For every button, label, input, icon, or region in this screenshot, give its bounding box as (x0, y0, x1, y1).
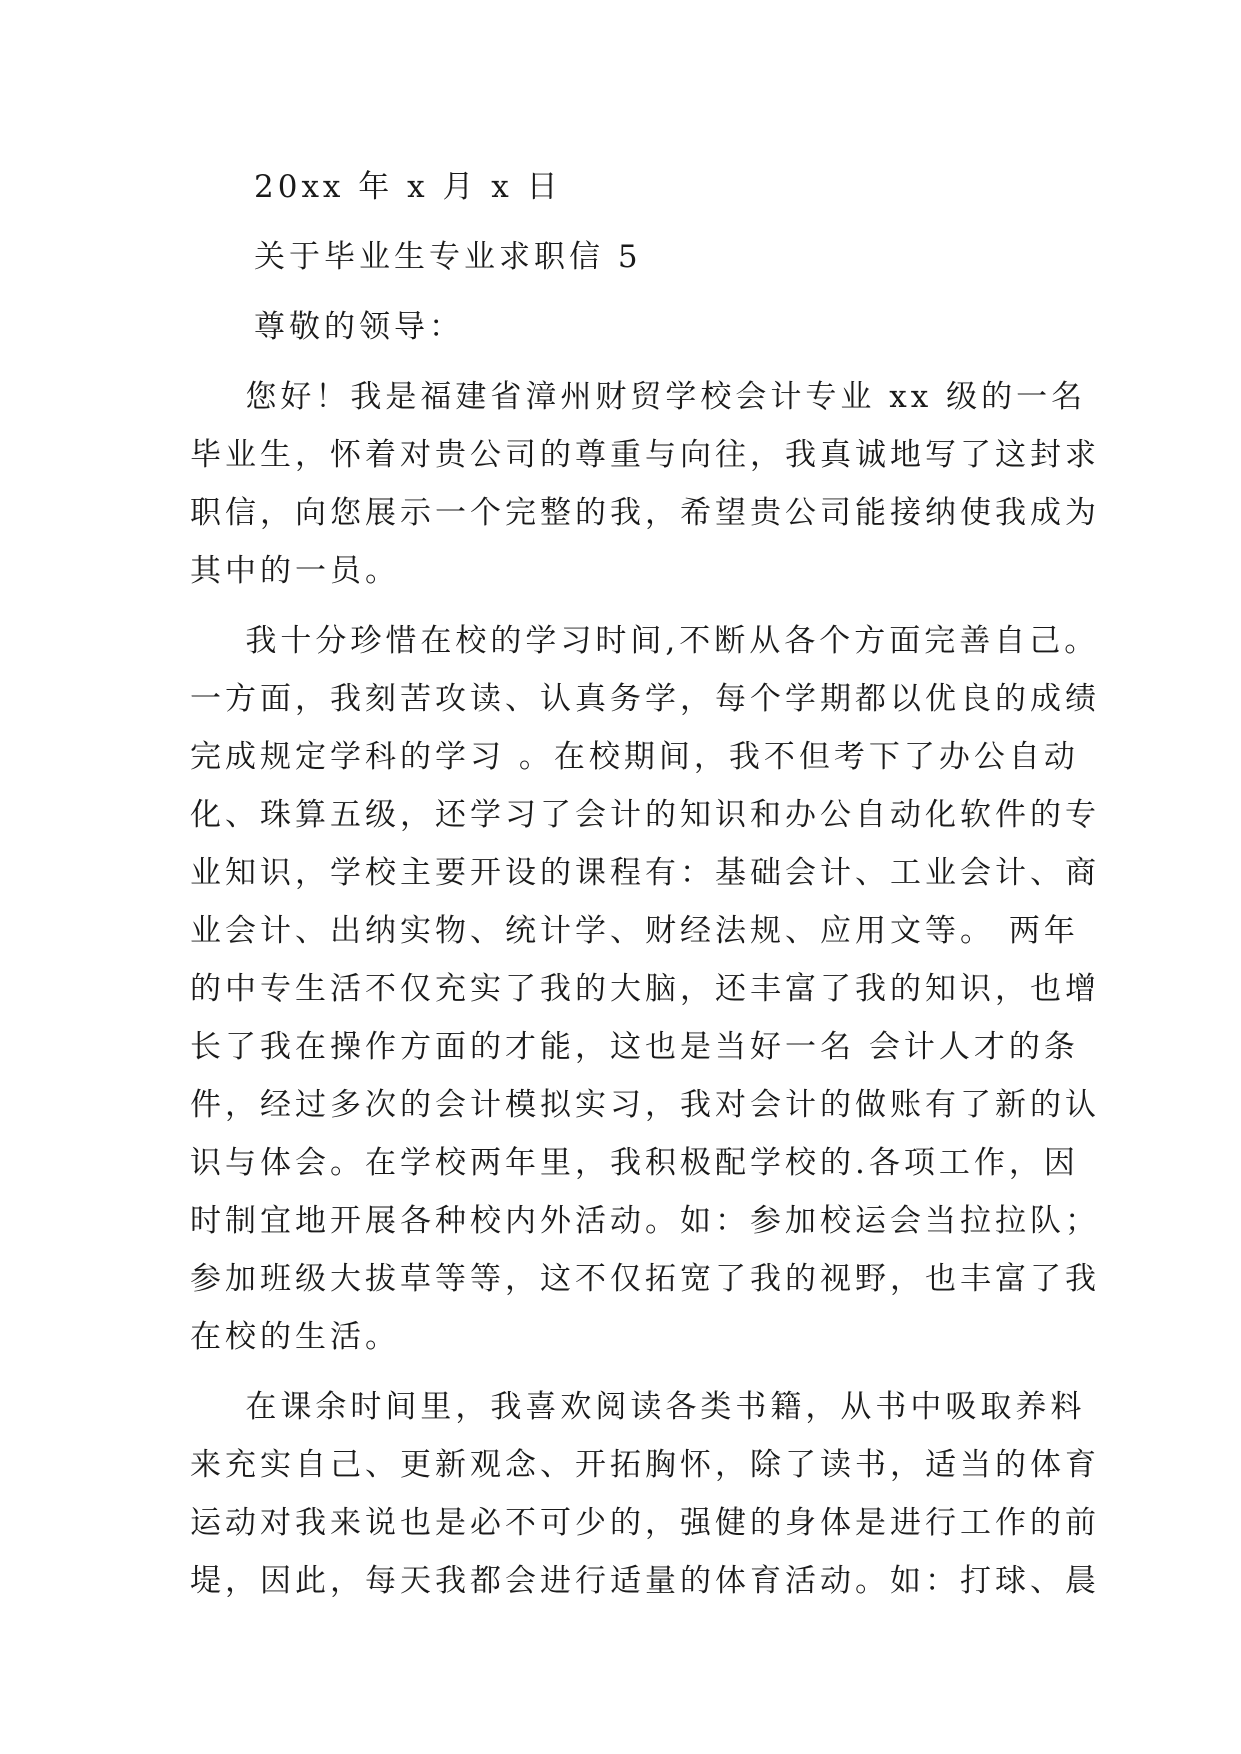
letter-title: 关于毕业生专业求职信 5 (254, 239, 642, 275)
paragraph-greeting (190, 368, 1100, 600)
paragraph-line: 运动对我来说也是必不可少的，强健的身体是进行工作的前 (190, 1505, 1100, 1541)
paragraph-line: 件，经过多次的会计模拟实习，我对会计的做账有了新的认 (190, 1087, 1100, 1123)
paragraph-line: 完成规定学科的学习 。在校期间，我不但考下了办公自动 (190, 739, 1079, 775)
paragraph-line: 长了我在操作方面的才能，这也是当好一名 会计人才的条 (190, 1029, 1079, 1065)
salutation: 尊敬的领导： (254, 309, 464, 345)
paragraph-line: 我十分珍惜在校的学习时间,不断从各个方面完善自己。 (190, 623, 1100, 659)
paragraph-line: 业知识，学校主要开设的课程有：基础会计、工业会计、商 (190, 855, 1100, 891)
paragraph-line: 化、珠算五级，还学习了会计的知识和办公自动化软件的专 (190, 797, 1100, 833)
paragraph-line: 职信，向您展示一个完整的我，希望贵公司能接纳使我成为 (190, 495, 1100, 531)
paragraph-line: 参加班级大拔草等等，这不仅拓宽了我的视野，也丰富了我 (190, 1261, 1100, 1297)
paragraph-line: 毕业生，怀着对贵公司的尊重与向往，我真诚地写了这封求 (190, 437, 1100, 473)
paragraph-line: 您好！我是福建省漳州财贸学校会计专业 xx 级的一名 (190, 379, 1087, 415)
date-line: 20xx 年 x 月 x 日 (254, 169, 562, 205)
paragraph-study (190, 612, 1100, 1366)
paragraph-line: 的中专生活不仅充实了我的大脑，还丰富了我的知识，也增 (190, 971, 1100, 1007)
paragraph-line: 来充实自己、更新观念、开拓胸怀，除了读书，适当的体育 (190, 1447, 1100, 1483)
paragraph-line: 在校的生活。 (190, 1319, 400, 1355)
paragraph-line: 堤，因此，每天我都会进行适量的体育活动。如：打球、晨 (190, 1563, 1100, 1599)
paragraph-line: 其中的一员。 (190, 553, 400, 589)
document-body (190, 158, 1100, 1610)
paragraph-line: 在课余时间里，我喜欢阅读各类书籍，从书中吸取养料 (190, 1389, 1086, 1425)
paragraph-line: 一方面，我刻苦攻读、认真务学，每个学期都以优良的成绩 (190, 681, 1100, 717)
paragraph-leisure (190, 1378, 1100, 1610)
paragraph-line: 时制宜地开展各种校内外活动。如：参加校运会当拉拉队； (190, 1203, 1100, 1239)
paragraph-line: 识与体会。在学校两年里，我积极配学校的.各项工作，因 (190, 1145, 1079, 1181)
paragraph-line: 业会计、出纳实物、统计学、财经法规、应用文等。 两年 (190, 913, 1079, 949)
